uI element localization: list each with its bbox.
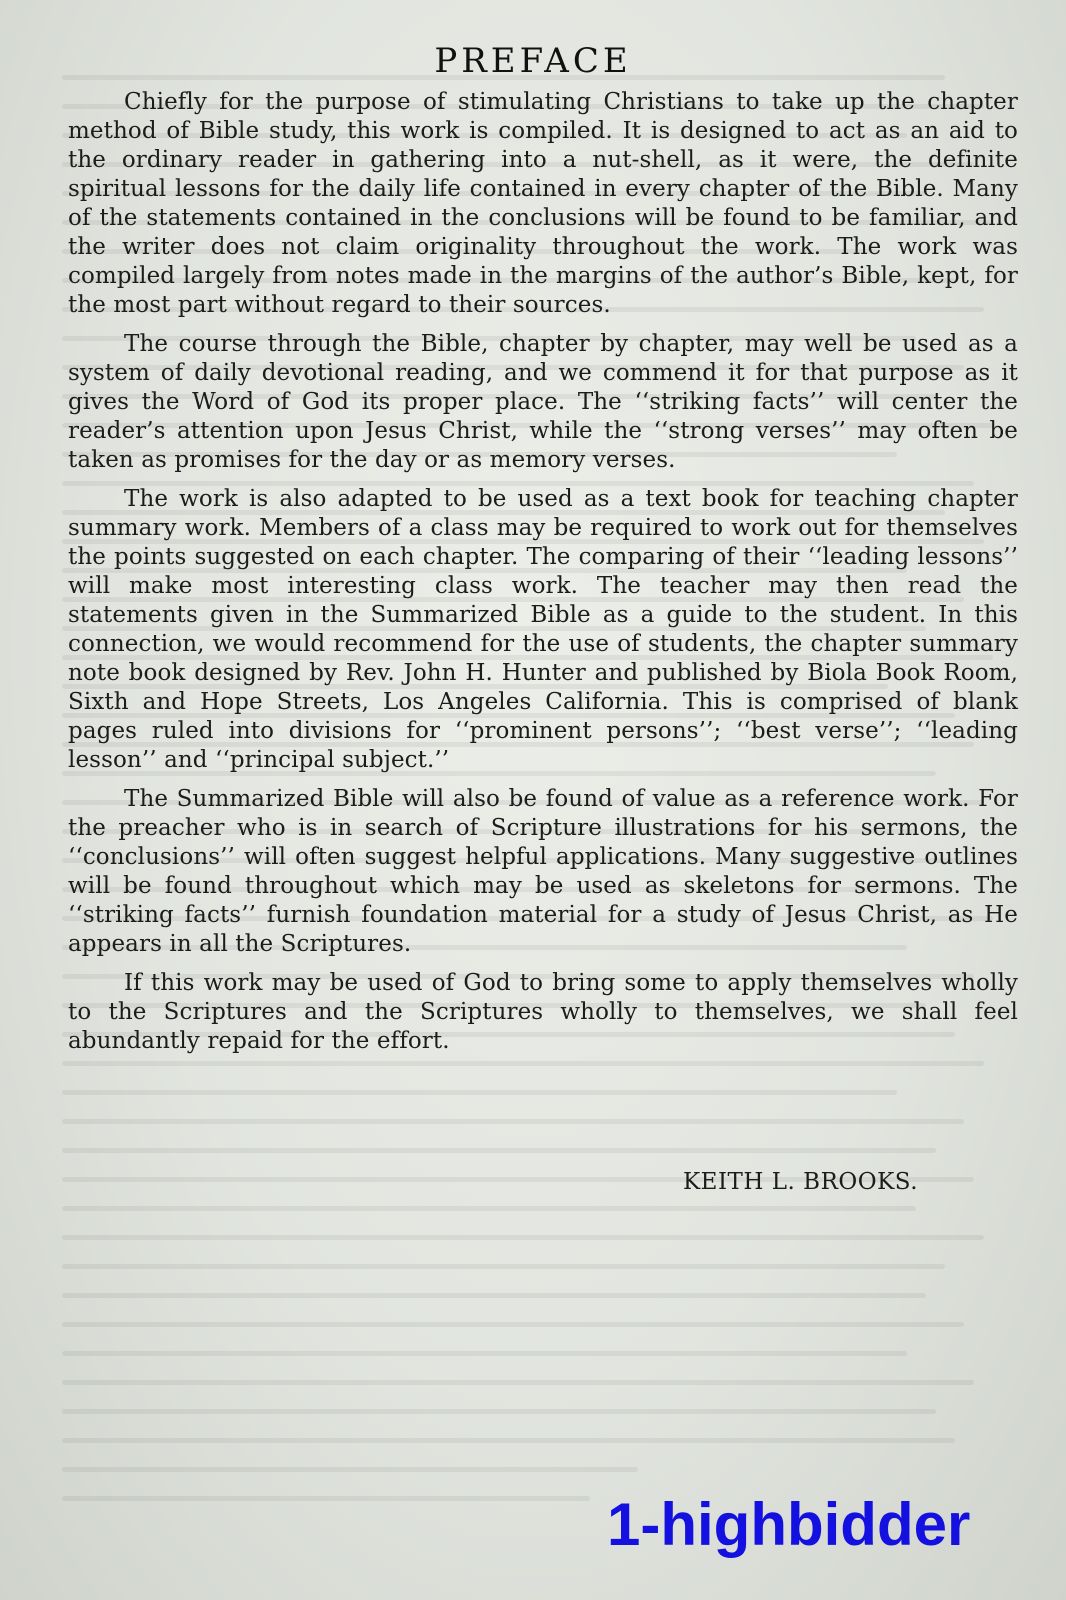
preface-body xyxy=(68,88,1018,1066)
paragraph-1: Chiefly for the purpose of stimulating Christians to take up the chapter method of Bible study, this work is compiled. It is designed to act as an aid to the ordinary reader in gathering into a nut-shell, as it were, the definite spiritual lessons for the daily life contained in every chapter of the Bible. Many of the statements contained in the conclusions will be found to be familiar, and the writer does not claim originality throughout the work. The work was compiled largely from notes made in the margins of the author’s Bible, kept, for the most part without regard to their sources. xyxy=(68,89,1018,318)
author-signature: KEITH L. BROOKS. xyxy=(683,1169,919,1195)
seller-watermark: 1-highbidder xyxy=(607,1491,971,1558)
paragraph-2: The course through the Bible, chapter by chapter, may well be used as a system of daily devotional reading, and we commend it for that purpose as it gives the Word of God its proper place. The ‘‘striking facts’’ will center the reader’s attention upon Jesus Christ, while the ‘‘strong verses’’ may often be taken as promises for the day or as memory verses. xyxy=(68,331,1018,473)
paragraph-4: The Summarized Bible will also be found of value as a reference work. For the preacher who is in search of Scripture illustrations for his sermons, the ‘‘conclusions’’ will often suggest helpful applications. Many suggestive outlines will be found throughout which may be used as skeletons for sermons. The ‘‘striking facts’’ furnish foundation material for a study of Jesus Christ, as He appears in all the Scriptures. xyxy=(68,786,1018,957)
paragraph-3: The work is also adapted to be used as a text book for teaching chapter summary work. Members of a class may be required to work out for themselves the points suggested on each chapter. The comparing of their ‘‘leading lessons’’ will make most interesting class work. The teacher may then read the statements given in the Summarized Bible as a guide to the student. In this connection, we would recommend for the use of students, the chapter summary note book designed by Rev. John H. Hunter and published by Biola Book Room, Sixth and Hope Streets, Los Angeles California. This is comprised of blank pages ruled into divisions for ‘‘prominent persons’’; ‘‘best verse’’; ‘‘leading lesson’’ and ‘‘principal subject.’’ xyxy=(68,486,1018,773)
page-title: PREFACE xyxy=(434,40,632,81)
paragraph-5: If this work may be used of God to bring some to apply themselves wholly to the Scriptures and the Scriptures wholly to themselves, we shall feel abundantly repaid for the effort. xyxy=(68,970,1018,1054)
